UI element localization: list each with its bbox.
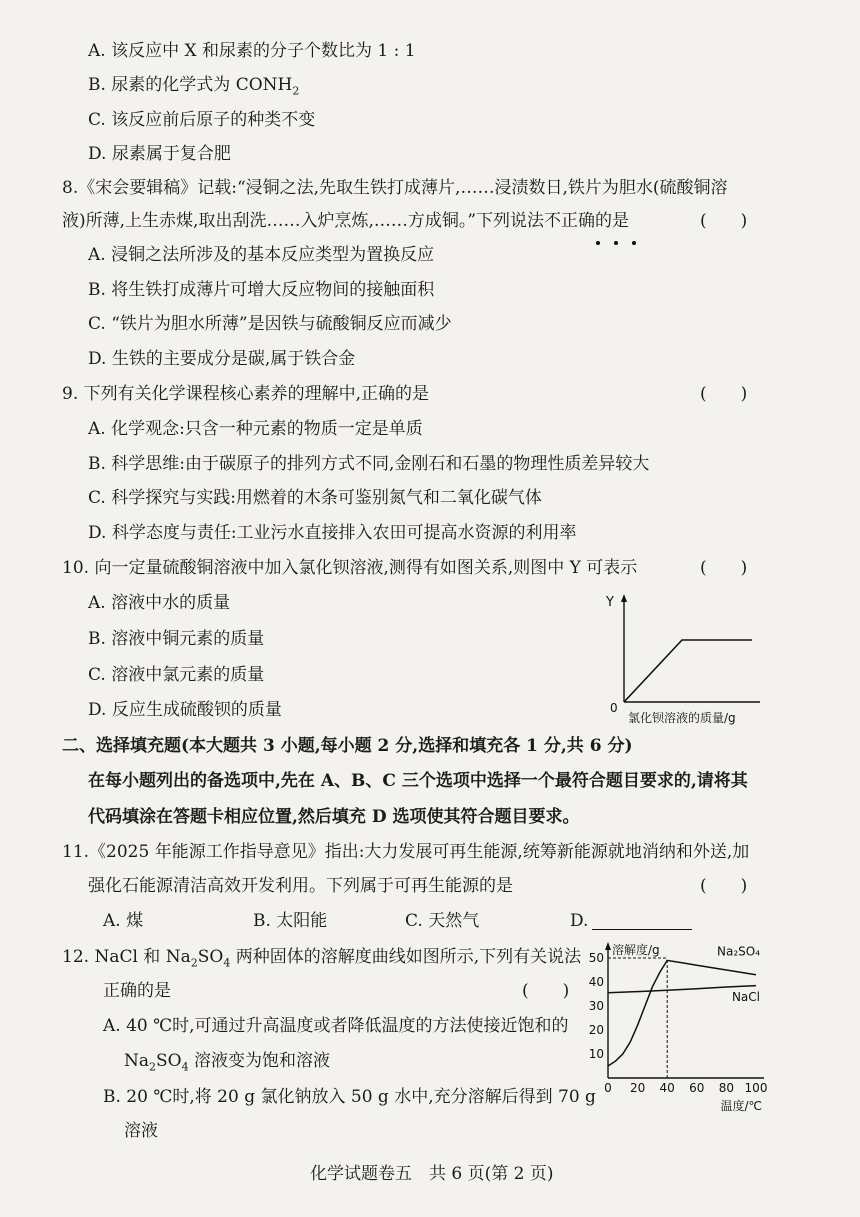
sol-y-axis-label: 溶解度/g: [612, 943, 660, 957]
q11-stem-line1: 11.《2025 年能源工作指导意见》指出:大力发展可再生能源,统筹新能源就地消纳和外送,加: [62, 842, 750, 862]
q12-option-a-text-c: 溶液变为饱和溶液: [188, 1051, 331, 1071]
q11-option-d: D.: [570, 911, 589, 931]
q10-graph-origin: 0: [610, 701, 618, 715]
sol-x-tick-label: 80: [718, 1081, 735, 1095]
q10-graph-y-label: Y: [606, 595, 614, 610]
sol-x-tick-label: 20: [629, 1081, 646, 1095]
sol-series-na2so4-curve: [608, 960, 756, 1066]
q11-option-c: C. 天然气: [405, 911, 480, 931]
sol-y-tick-label: 20: [588, 1023, 604, 1037]
q9-option-b: B. 科学思维:由于碳原子的排列方式不同,金刚石和石墨的物理性质差异较大: [88, 454, 650, 474]
q9-option-d: D. 科学态度与责任:工业污水直接排入农田可提高水资源的利用率: [88, 523, 577, 543]
q10-option-d: D. 反应生成硫酸钡的质量: [88, 700, 282, 720]
section2-instructions-line1: 在每小题列出的备选项中,先在 A、B、C 三个选项中选择一个最符合题目要求的,请将其: [88, 771, 748, 791]
q12-option-a-sub-b: 4: [181, 1060, 189, 1074]
q7-option-c: C. 该反应前后原子的种类不变: [88, 110, 316, 130]
q10-graph-y-arrow: [621, 594, 627, 602]
sol-x-tick-label: 60: [689, 1081, 705, 1095]
q7-option-d: D. 尿素属于复合肥: [88, 144, 231, 164]
q12-stem-text-b: SO: [197, 947, 224, 967]
q8-option-d: D. 生铁的主要成分是碳,属于铁合金: [88, 349, 356, 369]
page-footer: 化学试题卷五 共 6 页(第 2 页): [310, 1164, 554, 1184]
q9-option-a: A. 化学观念:只含一种元素的物质一定是单质: [88, 419, 423, 439]
q12-option-a-text-b: SO: [156, 1051, 182, 1071]
q12-option-a-text-a: Na: [124, 1051, 150, 1071]
q7-option-b-text: B. 尿素的化学式为 CONH: [88, 75, 293, 95]
section2-title: 二、选择填充题(本大题共 3 小题,每小题 2 分,选择和填充各 1 分,共 6 分): [62, 736, 633, 756]
q10-graph-line: [624, 640, 752, 702]
q10-option-c: C. 溶液中氯元素的质量: [88, 665, 265, 685]
q12-answer-bracket: ( ): [522, 981, 570, 1001]
q12-option-b-line1: B. 20 ℃时,将 20 g 氯化钠放入 50 g 水中,充分溶解后得到 70 g: [103, 1087, 596, 1107]
q11-answer-bracket: ( ): [700, 876, 748, 896]
sol-y-tick-label: 10: [588, 1047, 604, 1061]
q9-answer-bracket: ( ): [700, 384, 748, 404]
sol-series-na2so4-label: Na₂SO₄: [716, 944, 760, 959]
q10-graph: [600, 590, 770, 730]
q11-option-a: A. 煤: [103, 911, 144, 931]
q10-option-b: B. 溶液中铜元素的质量: [88, 629, 265, 649]
sol-x-tick-label: 0: [604, 1081, 612, 1095]
q8-option-c: C. “铁片为胆水所薄”是因铁与硫酸铜反应而减少: [88, 314, 452, 334]
q9-stem: 9. 下列有关化学课程核心素养的理解中,正确的是: [62, 384, 430, 404]
q12-stem-sub-b: 4: [223, 956, 231, 970]
q12-stem-text-c: 两种固体的溶解度曲线如图所示,下列有关说法: [230, 947, 582, 967]
q7-option-b: [88, 74, 299, 102]
emphasis-dots: [596, 230, 650, 249]
q12-stem-line2: 正确的是: [103, 981, 171, 1001]
sol-y-tick-label: 30: [588, 999, 604, 1013]
q11-stem-line2: 强化石能源清洁高效开发利用。下列属于可再生能源的是: [88, 876, 513, 896]
q8-stem-line1: 8.《宋会要辑稿》记载:“浸铜之法,先取生铁打成薄片,……浸渍数日,铁片为胆水(硫酸铜溶: [62, 178, 728, 198]
q10-graph-x-label: 氯化钡溶液的质量/g: [628, 711, 736, 725]
q11-blank-line: [592, 929, 692, 930]
q12-stem-text-a: 12. NaCl 和 Na: [62, 947, 191, 967]
q8-option-a: A. 浸铜之法所涉及的基本反应类型为置换反应: [88, 245, 435, 265]
q10-option-a: A. 溶液中水的质量: [88, 593, 231, 613]
q8-stem-line2: 液)所薄,上生赤煤,取出刮洗……入炉烹炼,……方成铜。”下列说法不正确的是: [62, 211, 630, 231]
q7-option-a: A. 该反应中 X 和尿素的分子个数比为 1 : 1: [88, 41, 416, 61]
sol-x-axis-label: 温度/℃: [720, 1099, 762, 1113]
q7-option-b-sub: 2: [292, 84, 300, 98]
q12-option-a-line1: A. 40 ℃时,可通过升高温度或者降低温度的方法使接近饱和的: [103, 1016, 569, 1036]
q12-stem-line1: [62, 946, 581, 974]
sol-x-tick-label: 40: [659, 1081, 675, 1095]
sol-y-arrow: [605, 942, 611, 950]
q11-option-b: B. 太阳能: [253, 911, 328, 931]
q12-option-b-line2: 溶液: [124, 1121, 158, 1141]
q12-option-a-line2: [124, 1050, 330, 1078]
q12-option-a-sub-a: 2: [149, 1060, 157, 1074]
section2-instructions-line2: 代码填涂在答题卡相应位置,然后填充 D 选项使其符合题目要求。: [88, 807, 580, 827]
sol-y-tick-label: 40: [588, 975, 604, 989]
q12-stem-sub-a: 2: [190, 956, 198, 970]
solubility-chart: [586, 940, 776, 1125]
q10-stem: 10. 向一定量硫酸铜溶液中加入氯化钡溶液,测得有如图关系,则图中 Y 可表示: [62, 558, 638, 578]
q8-option-b: B. 将生铁打成薄片可增大反应物间的接触面积: [88, 280, 435, 300]
q8-answer-bracket: ( ): [700, 211, 748, 231]
sol-x-tick-label: 100: [744, 1081, 768, 1095]
sol-y-tick-label: 50: [588, 951, 604, 965]
q9-option-c: C. 科学探究与实践:用燃着的木条可鉴别氮气和二氧化碳气体: [88, 488, 542, 508]
q10-answer-bracket: ( ): [700, 558, 748, 578]
sol-series-nacl-label: NaCl: [731, 990, 760, 1005]
